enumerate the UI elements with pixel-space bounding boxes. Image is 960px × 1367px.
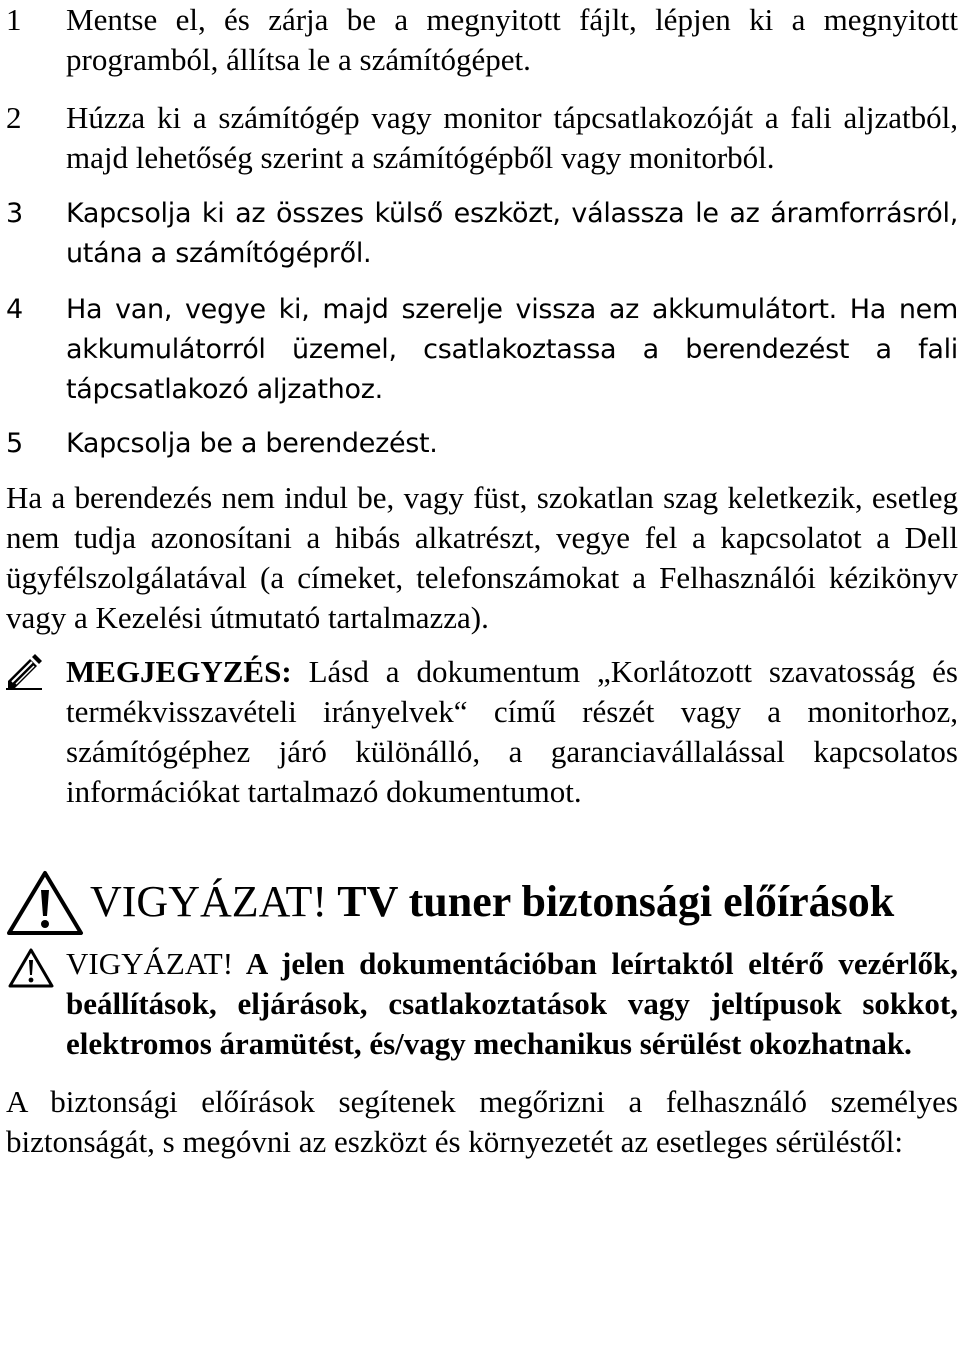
- caution-box-text: A jelen dokumentációban leírtaktól eltérő vezérlők, beállítások, eljárások, csatlakoztatások vagy jeltípusok sokkot, elektromos áramütést, és/vagy mechanikus sérülést okozhatnak.: [66, 946, 958, 1061]
- step-text: Kapcsolja ki az összes külső eszközt, válassza le az áramforrásról, utána a számítógépről.: [66, 198, 958, 269]
- step-number: 2: [6, 100, 22, 135]
- step-item: [6, 424, 958, 464]
- caution-heading-label: VIGYÁZAT!: [90, 877, 328, 926]
- step-item: [6, 194, 958, 274]
- step-text: Ha van, vegye ki, majd szerelje vissza az akkumulátort. Ha nem akkumulátorról üzemel, csatlakoztassa a berendezést a fali tápcsatlakozó aljzathoz.: [66, 294, 958, 405]
- caution-heading: [6, 874, 958, 930]
- note-block: [6, 652, 958, 812]
- step-text: Mentse el, és zárja be a megnyitott fájlt, lépjen ki a megnyitott programból, állítsa le a számítógépet.: [66, 2, 958, 77]
- step-text: Húzza ki a számítógép vagy monitor tápcsatlakozóját a fali aljzatból, majd lehetőség szerint a számítógépből vagy monitorból.: [66, 100, 958, 175]
- caution-box: [6, 944, 958, 1064]
- step-item: [6, 98, 958, 178]
- step-text: Kapcsolja be a berendezést.: [66, 428, 438, 459]
- step-number: 5: [6, 428, 23, 459]
- step-number: 4: [6, 294, 23, 325]
- pencil-note-icon: [6, 654, 42, 690]
- caution-box-label: VIGYÁZAT!: [66, 946, 234, 981]
- step-item: [6, 0, 958, 80]
- note-text: Lásd a dokumentum „Korlátozott szavatosság és termékvisszavételi irányelvek“ című részét vagy a monitorhoz, számítógéphez járó különálló, a garanciavállalással kapcsolatos információkat tartalmazó dokumentumot.: [66, 654, 958, 809]
- step-number: 3: [6, 198, 23, 229]
- closing-paragraph: A biztonsági előírások segítenek megőrizni a felhasználó személyes biztonságát, s megóvni az eszközt és környezetét az esetleges sérüléstől:: [6, 1084, 958, 1159]
- step-number: 1: [6, 2, 22, 37]
- step-item: [6, 290, 958, 410]
- document-page: [6, 0, 958, 1162]
- caution-heading-title: TV tuner biztonsági előírások: [327, 877, 895, 926]
- warning-triangle-icon: [6, 870, 84, 936]
- troubleshoot-paragraph: Ha a berendezés nem indul be, vagy füst, szokatlan szag keletkezik, esetleg nem tudja azonosítani a hibás alkatrészt, vegye fel a kapcsolatot a Dell ügyfélszolgálatával (a címeket, telefonszámokat a Felhasználói kézikönyv vagy a Kezelési útmutató tartalmazza).: [6, 480, 958, 635]
- note-label: MEGJEGYZÉS:: [66, 654, 292, 689]
- warning-triangle-icon: [8, 948, 54, 988]
